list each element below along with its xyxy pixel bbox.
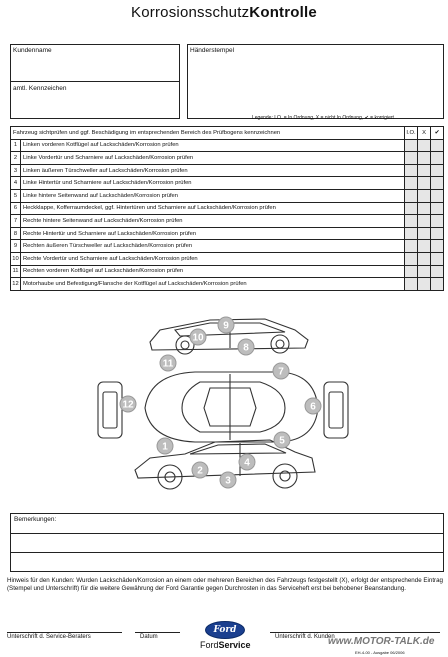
- checkbox-x[interactable]: [418, 278, 431, 291]
- marker-label-8: 8: [243, 342, 249, 354]
- title-light: Korrosionsschutz: [131, 4, 250, 21]
- marker-label-7: 7: [278, 366, 284, 378]
- checkbox-corrected[interactable]: [431, 265, 444, 278]
- row-text: Rechten vorderen Kotflügel auf Lackschäden/Korrosion prüfen: [21, 265, 405, 278]
- checkbox-io[interactable]: [405, 202, 418, 215]
- row-text: Rechte hintere Seitenwand auf Lackschäden/Korrosion prüfen: [21, 215, 405, 228]
- table-heading: Fahrzeug sichtprüfen und ggf. Beschädigung im entsprechenden Bereich des Prüfbogens kennzeichnen: [11, 127, 405, 140]
- checkbox-io[interactable]: [405, 189, 418, 202]
- checkbox-io[interactable]: [405, 139, 418, 152]
- inspection-table: [10, 126, 444, 291]
- remarks-line-2[interactable]: [11, 534, 443, 554]
- marker-label-6: 6: [310, 401, 316, 413]
- row-text: Rechte Hintertür und Scharniere auf Lackschäden/Korrosion prüfen: [21, 227, 405, 240]
- row-number: 5: [11, 189, 21, 202]
- table-row: [11, 189, 444, 202]
- row-text: Linken vorderen Kotflügel auf Lackschäden/Korrosion prüfen: [21, 139, 405, 152]
- checkbox-io[interactable]: [405, 252, 418, 265]
- table-row: [11, 139, 444, 152]
- advisor-signature-line[interactable]: [7, 632, 122, 633]
- checkbox-corrected[interactable]: [431, 202, 444, 215]
- row-number: 7: [11, 215, 21, 228]
- date-label: Datum: [140, 634, 158, 640]
- checkbox-corrected[interactable]: [431, 227, 444, 240]
- checkbox-x[interactable]: [418, 139, 431, 152]
- row-number: 3: [11, 164, 21, 177]
- marker-label-11: 11: [162, 358, 174, 370]
- row-number: 8: [11, 227, 21, 240]
- checkbox-io[interactable]: [405, 164, 418, 177]
- checkbox-x[interactable]: [418, 202, 431, 215]
- checkbox-io[interactable]: [405, 177, 418, 190]
- checkbox-corrected[interactable]: [431, 139, 444, 152]
- checkbox-corrected[interactable]: [431, 215, 444, 228]
- ford-logo-text: Ford: [213, 625, 237, 635]
- col-check-header: ✔: [431, 127, 444, 140]
- remarks-line-3[interactable]: [11, 553, 443, 573]
- checkbox-x[interactable]: [418, 152, 431, 165]
- marker-label-9: 9: [223, 320, 229, 332]
- customer-box: [10, 44, 180, 119]
- marker-label-10: 10: [192, 332, 204, 344]
- checkbox-corrected[interactable]: [431, 278, 444, 291]
- advisor-signature-label: Unterschrift d. Service-Beraters: [7, 634, 91, 640]
- marker-label-12: 12: [122, 399, 134, 411]
- marker-label-1: 1: [162, 441, 168, 453]
- table-row: [11, 177, 444, 190]
- row-number: 12: [11, 278, 21, 291]
- row-number: 4: [11, 177, 21, 190]
- ford-logo: [205, 621, 245, 639]
- table-row: [11, 278, 444, 291]
- table-row: [11, 202, 444, 215]
- checkbox-corrected[interactable]: [431, 252, 444, 265]
- brand-bold: Service: [218, 640, 251, 650]
- table-row: [11, 215, 444, 228]
- row-text: Linke Hintertür und Scharniere auf Lackschäden/Korrosion prüfen: [21, 177, 405, 190]
- row-text: Rechten äußeren Türschweller auf Lackschäden/Korrosion prüfen: [21, 240, 405, 253]
- col-io-header: I.O.: [405, 127, 418, 140]
- checkbox-io[interactable]: [405, 152, 418, 165]
- checkbox-x[interactable]: [418, 177, 431, 190]
- page-title: [0, 4, 448, 21]
- ford-service-brand: [200, 640, 251, 650]
- row-number: 10: [11, 252, 21, 265]
- car-top-view: [145, 372, 318, 442]
- title-bold: Kontrolle: [249, 4, 317, 21]
- car-rear-view: [324, 382, 348, 438]
- row-text: Rechte Vordertür und Scharniere auf Lackschäden/Korrosion prüfen: [21, 252, 405, 265]
- car-front-view: [98, 382, 122, 438]
- customer-name-field[interactable]: Kundenname: [13, 47, 52, 54]
- col-x-header: X: [418, 127, 431, 140]
- customer-hint: Hinweis für den Kunden: Wurden Lackschäden/Korrosion an einem oder mehreren Bereichen des Fahrzeugs festgestellt (X), erfolgt der entsprechende Eintrag (Stempel und Unterschrift) für die weitere Gewährung der Ford Garantie gegen Durchrosten in das Serviceheft erst bei behobener Beanstandung.: [7, 577, 443, 593]
- table-row: [11, 164, 444, 177]
- customer-signature-line[interactable]: [270, 632, 440, 633]
- table-row: [11, 240, 444, 253]
- checkbox-corrected[interactable]: [431, 164, 444, 177]
- legend: Legende: I.O. = In Ordnung, X = nicht In Ordnung, ✔ = korrigiert: [252, 115, 394, 121]
- marker-label-2: 2: [197, 465, 203, 477]
- row-number: 2: [11, 152, 21, 165]
- dealer-stamp-box[interactable]: [187, 44, 444, 119]
- checkbox-x[interactable]: [418, 215, 431, 228]
- marker-label-4: 4: [244, 457, 250, 469]
- checkbox-io[interactable]: [405, 215, 418, 228]
- table-row: [11, 152, 444, 165]
- license-plate-field[interactable]: amtl. Kennzeichen: [13, 85, 67, 92]
- row-number: 9: [11, 240, 21, 253]
- checkbox-x[interactable]: [418, 189, 431, 202]
- checkbox-corrected[interactable]: [431, 189, 444, 202]
- form-code: EH-4-00 - Ausgabe 06/2006: [355, 650, 405, 655]
- row-text: Heckklappe, Kofferraumdeckel, ggf. Hintertüren und Scharniere auf Lackschäden/Korrosion prüfen: [21, 202, 405, 215]
- checkbox-io[interactable]: [405, 265, 418, 278]
- row-number: 11: [11, 265, 21, 278]
- checkbox-io[interactable]: [405, 278, 418, 291]
- checkbox-io[interactable]: [405, 227, 418, 240]
- watermark: www.MOTOR-TALK.de: [328, 636, 435, 647]
- row-text: Motorhaube und Befestigung/Flansche der Kotflügel auf Lackschäden/Korrosion prüfen: [21, 278, 405, 291]
- checkbox-io[interactable]: [405, 240, 418, 253]
- table-row: [11, 227, 444, 240]
- table-row: [11, 252, 444, 265]
- marker-label-5: 5: [279, 435, 285, 447]
- checkbox-corrected[interactable]: [431, 152, 444, 165]
- row-number: 6: [11, 202, 21, 215]
- checkbox-corrected[interactable]: [431, 177, 444, 190]
- dealer-stamp-label: Händerstempel: [190, 47, 235, 54]
- checkbox-corrected[interactable]: [431, 240, 444, 253]
- date-line[interactable]: [135, 632, 180, 633]
- row-text: Linke Vordertür und Scharniere auf Lackschäden/Korrosion prüfen: [21, 152, 405, 165]
- checkbox-x[interactable]: [418, 164, 431, 177]
- remarks-box: [10, 513, 444, 572]
- table-row: [11, 265, 444, 278]
- row-text: Linke hintere Seitenwand auf Lackschäden/Korrosion prüfen: [21, 189, 405, 202]
- checkbox-x[interactable]: [418, 265, 431, 278]
- brand-light: Ford: [200, 640, 219, 650]
- customer-divider: [11, 81, 179, 82]
- remarks-label: Bemerkungen:: [11, 514, 443, 534]
- car-diagram: [90, 312, 360, 502]
- table-header-row: [11, 127, 444, 140]
- checkbox-x[interactable]: [418, 240, 431, 253]
- marker-label-3: 3: [225, 475, 231, 487]
- checkbox-x[interactable]: [418, 252, 431, 265]
- customer-signature-label: Unterschrift d. Kunden: [275, 634, 335, 640]
- checkbox-x[interactable]: [418, 227, 431, 240]
- row-number: 1: [11, 139, 21, 152]
- row-text: Linken äußeren Türschweller auf Lackschäden/Korrosion prüfen: [21, 164, 405, 177]
